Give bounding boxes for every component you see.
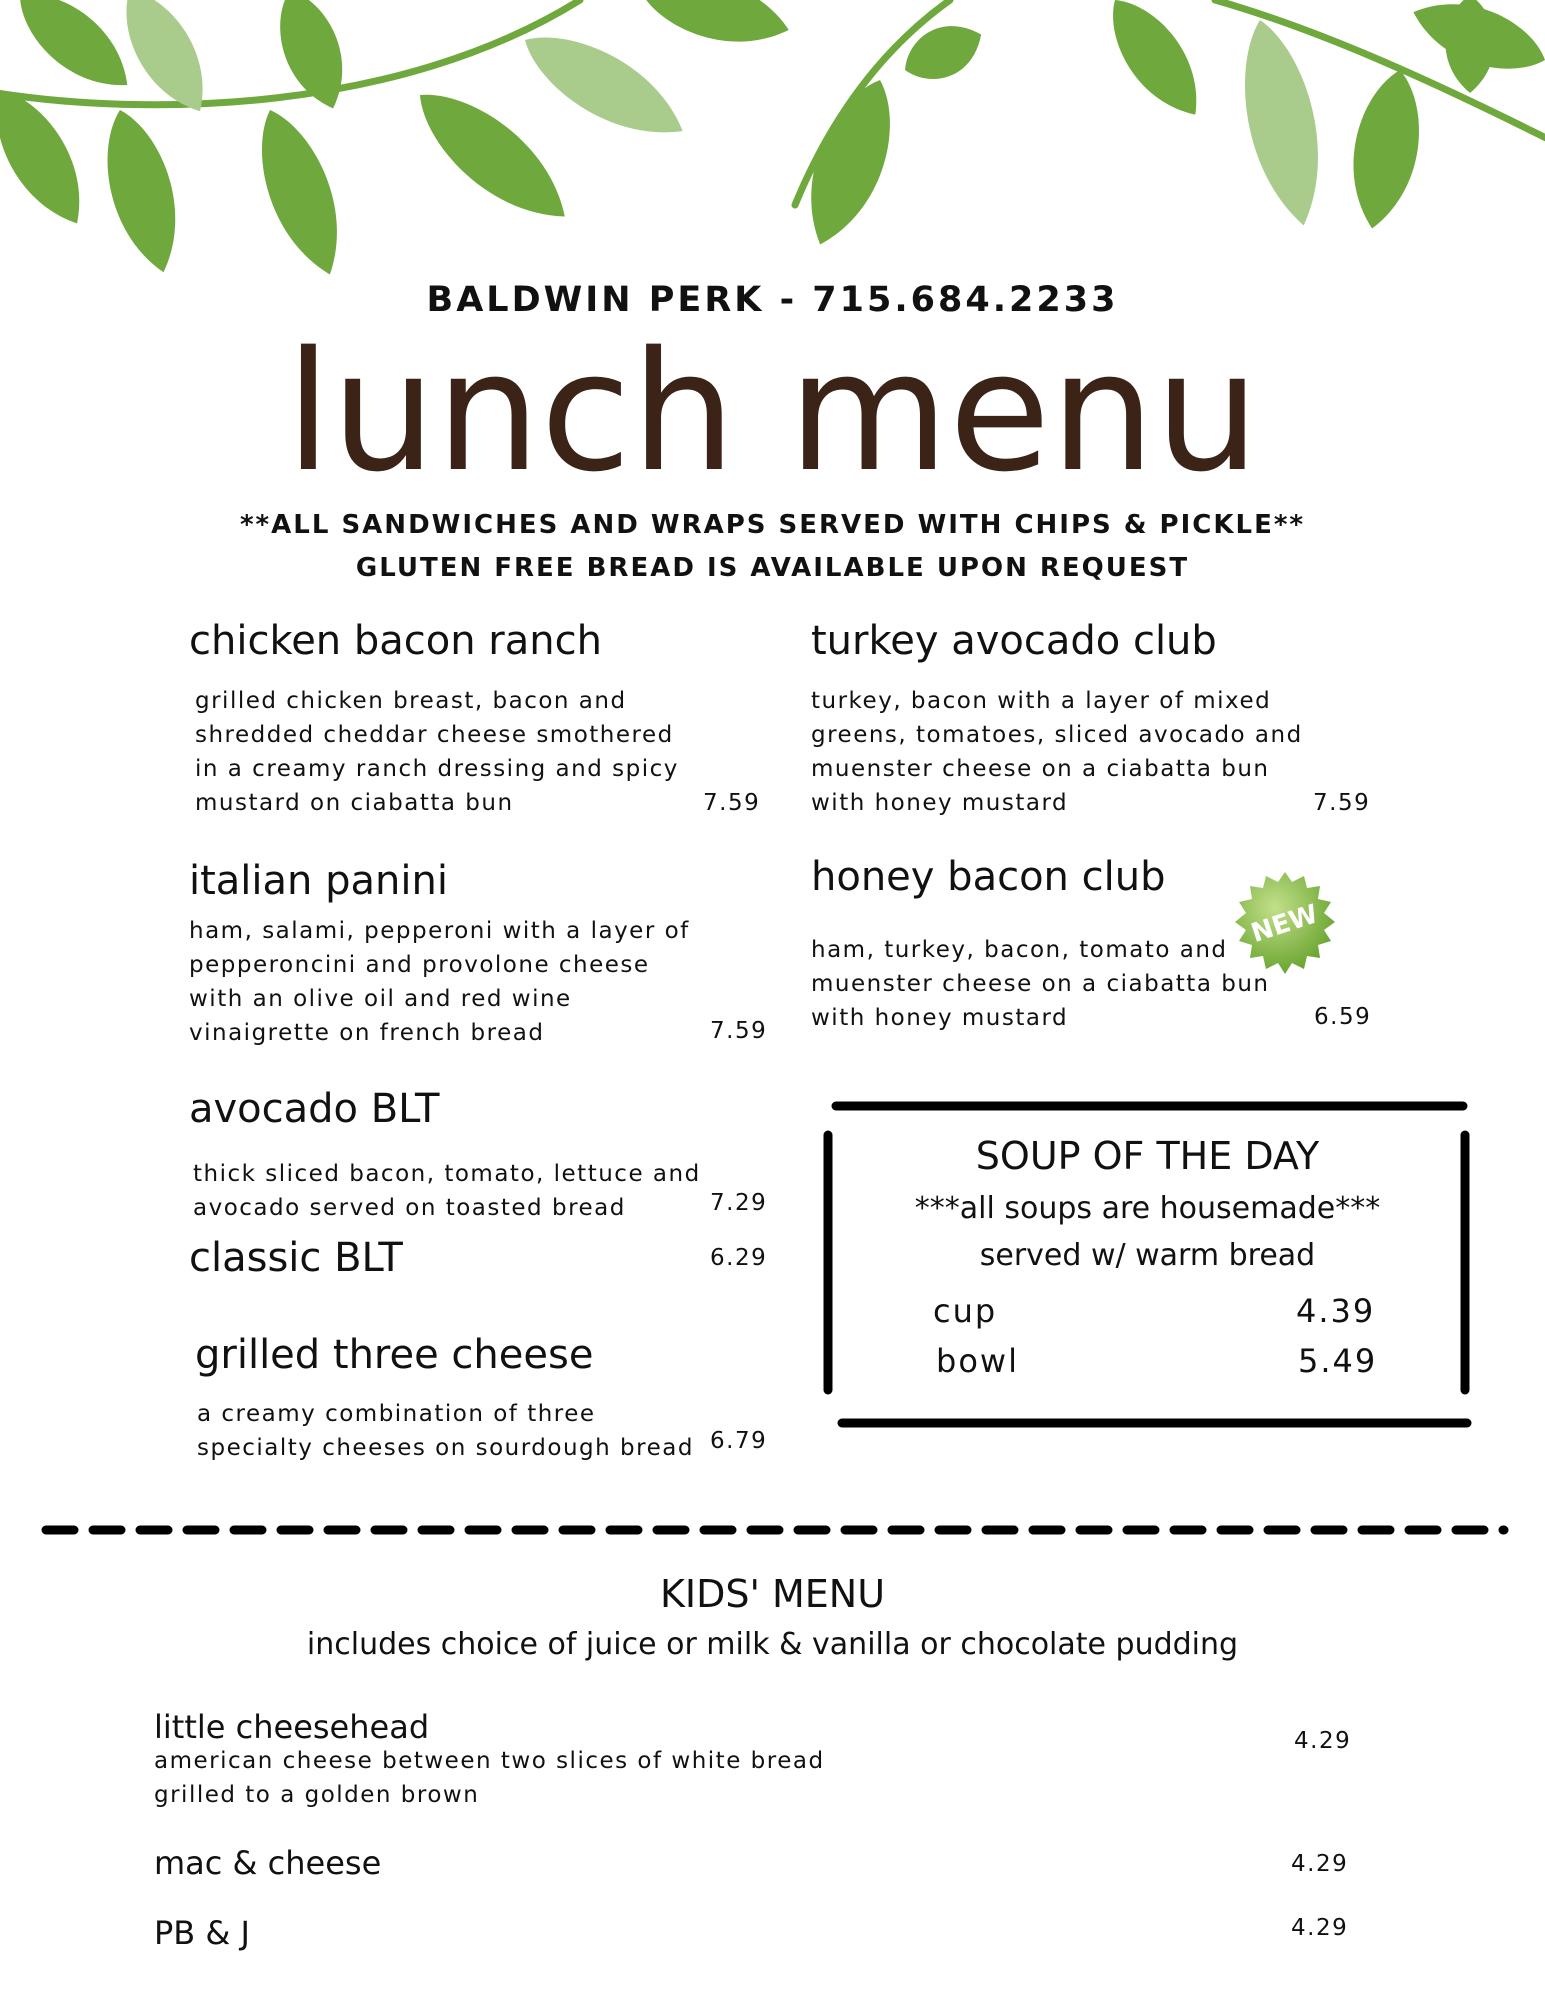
item-name-honey-bacon-club: honey bacon club (811, 854, 1166, 900)
item-description: thick sliced bacon, tomato, lettuce and avocado served on toasted bread (193, 1161, 701, 1221)
kids-menu-title: KIDS' MENU (659, 1572, 886, 1616)
soup-title: SOUP OF THE DAY (975, 1134, 1320, 1178)
leaf-garland-illustration (0, 0, 1545, 300)
item-name-turkey-avocado-club: turkey avocado club (811, 618, 1217, 664)
item-price: 4.29 (1291, 1851, 1349, 1877)
item-price: 7.29 (710, 1190, 768, 1216)
soup-bowl-label: bowl (936, 1342, 1019, 1380)
menu-item-chicken-bacon-ranch (189, 618, 602, 664)
item-price: 7.59 (1313, 790, 1371, 816)
soup-cup-label: cup (933, 1292, 998, 1330)
sides-note: **ALL SANDWICHES AND WRAPS SERVED WITH CHIPS & PICKLE** (239, 510, 1306, 540)
item-price: 7.59 (703, 790, 761, 816)
kids-menu-subtitle: includes choice of juice or milk & vanilla or chocolate pudding (306, 1627, 1239, 1662)
item-description: ham, salami, pepperoni with a layer of pepperoncini and provolone cheese with an olive oil and red wine vinaigrette on french bread (189, 918, 690, 1046)
item-description: a creamy combination of three specialty cheeses on sourdough bread (197, 1401, 694, 1461)
item-price: 6.29 (710, 1245, 768, 1271)
item-name-italian-panini: italian panini (189, 858, 448, 904)
new-badge-label: NEW (1247, 899, 1322, 949)
soup-housemade-note: ***all soups are housemade*** (914, 1191, 1381, 1226)
gluten-free-note: GLUTEN FREE BREAD IS AVAILABLE UPON REQUEST (355, 553, 1190, 583)
item-description: american cheese between two slices of white bread grilled to a golden brown (154, 1748, 825, 1808)
item-name: chicken bacon ranch (189, 618, 602, 664)
item-description: ham, turkey, bacon, tomato and muenster cheese on a ciabatta bun with honey mustard (811, 937, 1270, 1031)
page-title: lunch menu (285, 316, 1260, 508)
item-name-avocado-blt: avocado BLT (189, 1086, 440, 1132)
item-name-mac-cheese: mac & cheese (154, 1844, 382, 1882)
section-divider (40, 1523, 1510, 1537)
item-price: 4.29 (1291, 1915, 1349, 1941)
item-name-pbj: PB & J (154, 1914, 250, 1952)
item-name-grilled-three-cheese: grilled three cheese (195, 1332, 594, 1378)
item-description: grilled chicken breast, bacon and shredded cheddar cheese smothered in a creamy ranch dressing and spicy mustard on ciabatta bun (195, 688, 679, 816)
location-phone: BALDWIN PERK - 715.684.2233 (426, 280, 1119, 320)
item-name-classic-blt: classic BLT (189, 1235, 403, 1281)
item-price: 7.59 (710, 1018, 768, 1044)
item-price: 6.59 (1314, 1004, 1372, 1030)
soup-bread-note: served w/ warm bread (979, 1238, 1316, 1273)
item-price: 6.79 (710, 1428, 768, 1454)
item-price: 4.29 (1294, 1728, 1352, 1754)
soup-cup-price: 4.39 (1296, 1292, 1376, 1330)
soup-bowl-price: 5.49 (1298, 1342, 1378, 1380)
item-description: turkey, bacon with a layer of mixed greens, tomatoes, sliced avocado and muenster cheese on a ciabatta bun with honey mustard (811, 688, 1303, 816)
item-name-little-cheesehead: little cheesehead (154, 1708, 430, 1746)
